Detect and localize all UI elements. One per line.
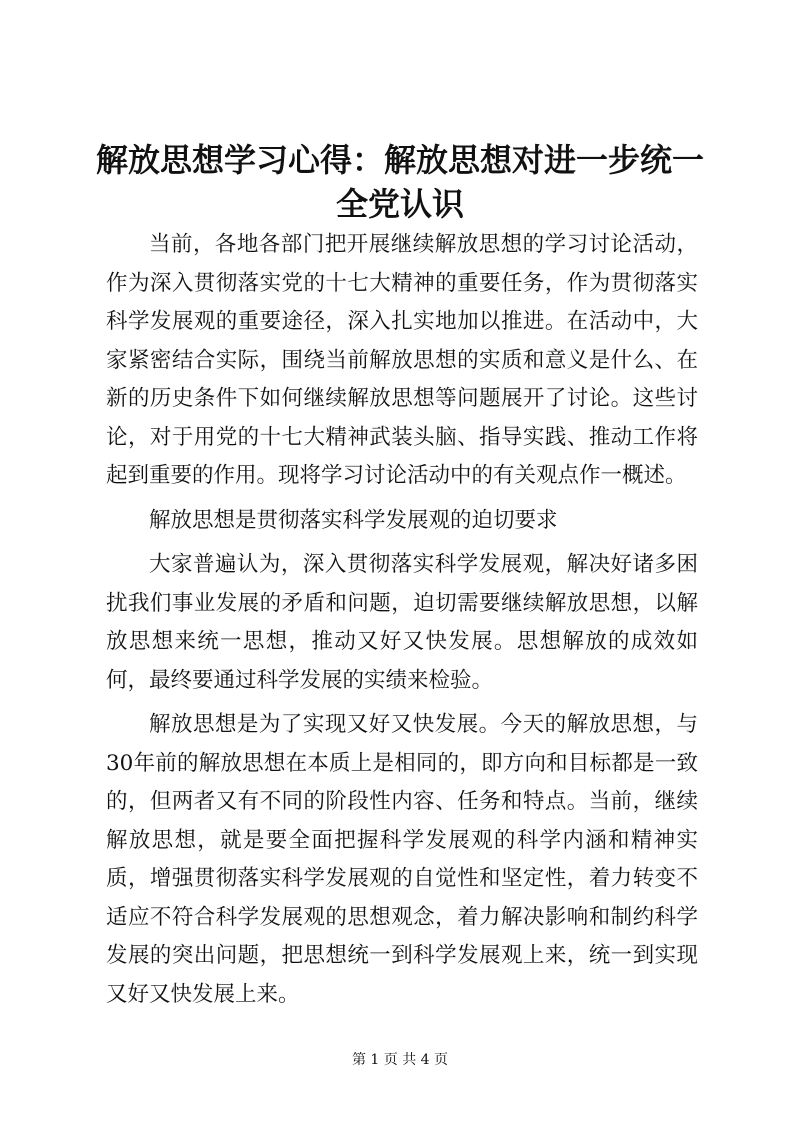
document-title: 解放思想学习心得：解放思想对进一步统一全党认识 <box>95 141 704 223</box>
paragraph-consensus: 大家普遍认为，深入贯彻落实科学发展观，解决好诸多困扰我们事业发展的矛盾和问题，迫切需要继续解放思想，以解放思想来统一思想，推动又好又快发展。思想解放的成效如何，最终要通过科学发展的实绩来检验。 <box>106 552 698 693</box>
document-body <box>106 226 698 1020</box>
page-number: 第 1 页 共 4 页 <box>351 1052 449 1068</box>
section-heading: 解放思想是贯彻落实科学发展观的迫切要求 <box>149 507 558 533</box>
paragraph-intro: 当前，各地各部门把开展继续解放思想的学习讨论活动，作为深入贯彻落实党的十七大精神的重要任务，作为贯彻落实科学发展观的重要途径，深入扎实地加以推进。在活动中，大家紧密结合实际，围绕当前解放思想的实质和意义是什么、在新的历史条件下如何继续解放思想等问题展开了讨论。这些讨论，对于用党的十七大精神武装头脑、指导实践、推动工作将起到重要的作用。现将学习讨论活动中的有关观点作一概述。 <box>106 232 698 488</box>
paragraph-purpose: 解放思想是为了实现又好又快发展。今天的解放思想，与30年前的解放思想在本质上是相同的，即方向和目标都是一致的，但两者又有不同的阶段性内容、任务和特点。当前，继续解放思想，就是要全面把握科学发展观的科学内涵和精神实质，增强贯彻落实科学发展观的自觉性和坚定性，着力转变不适应不符合科学发展观的思想观念，着力解决影响和制约科学发展的突出问题，把思想统一到科学发展观上来，统一到实现又好又快发展上来。 <box>106 712 698 1007</box>
